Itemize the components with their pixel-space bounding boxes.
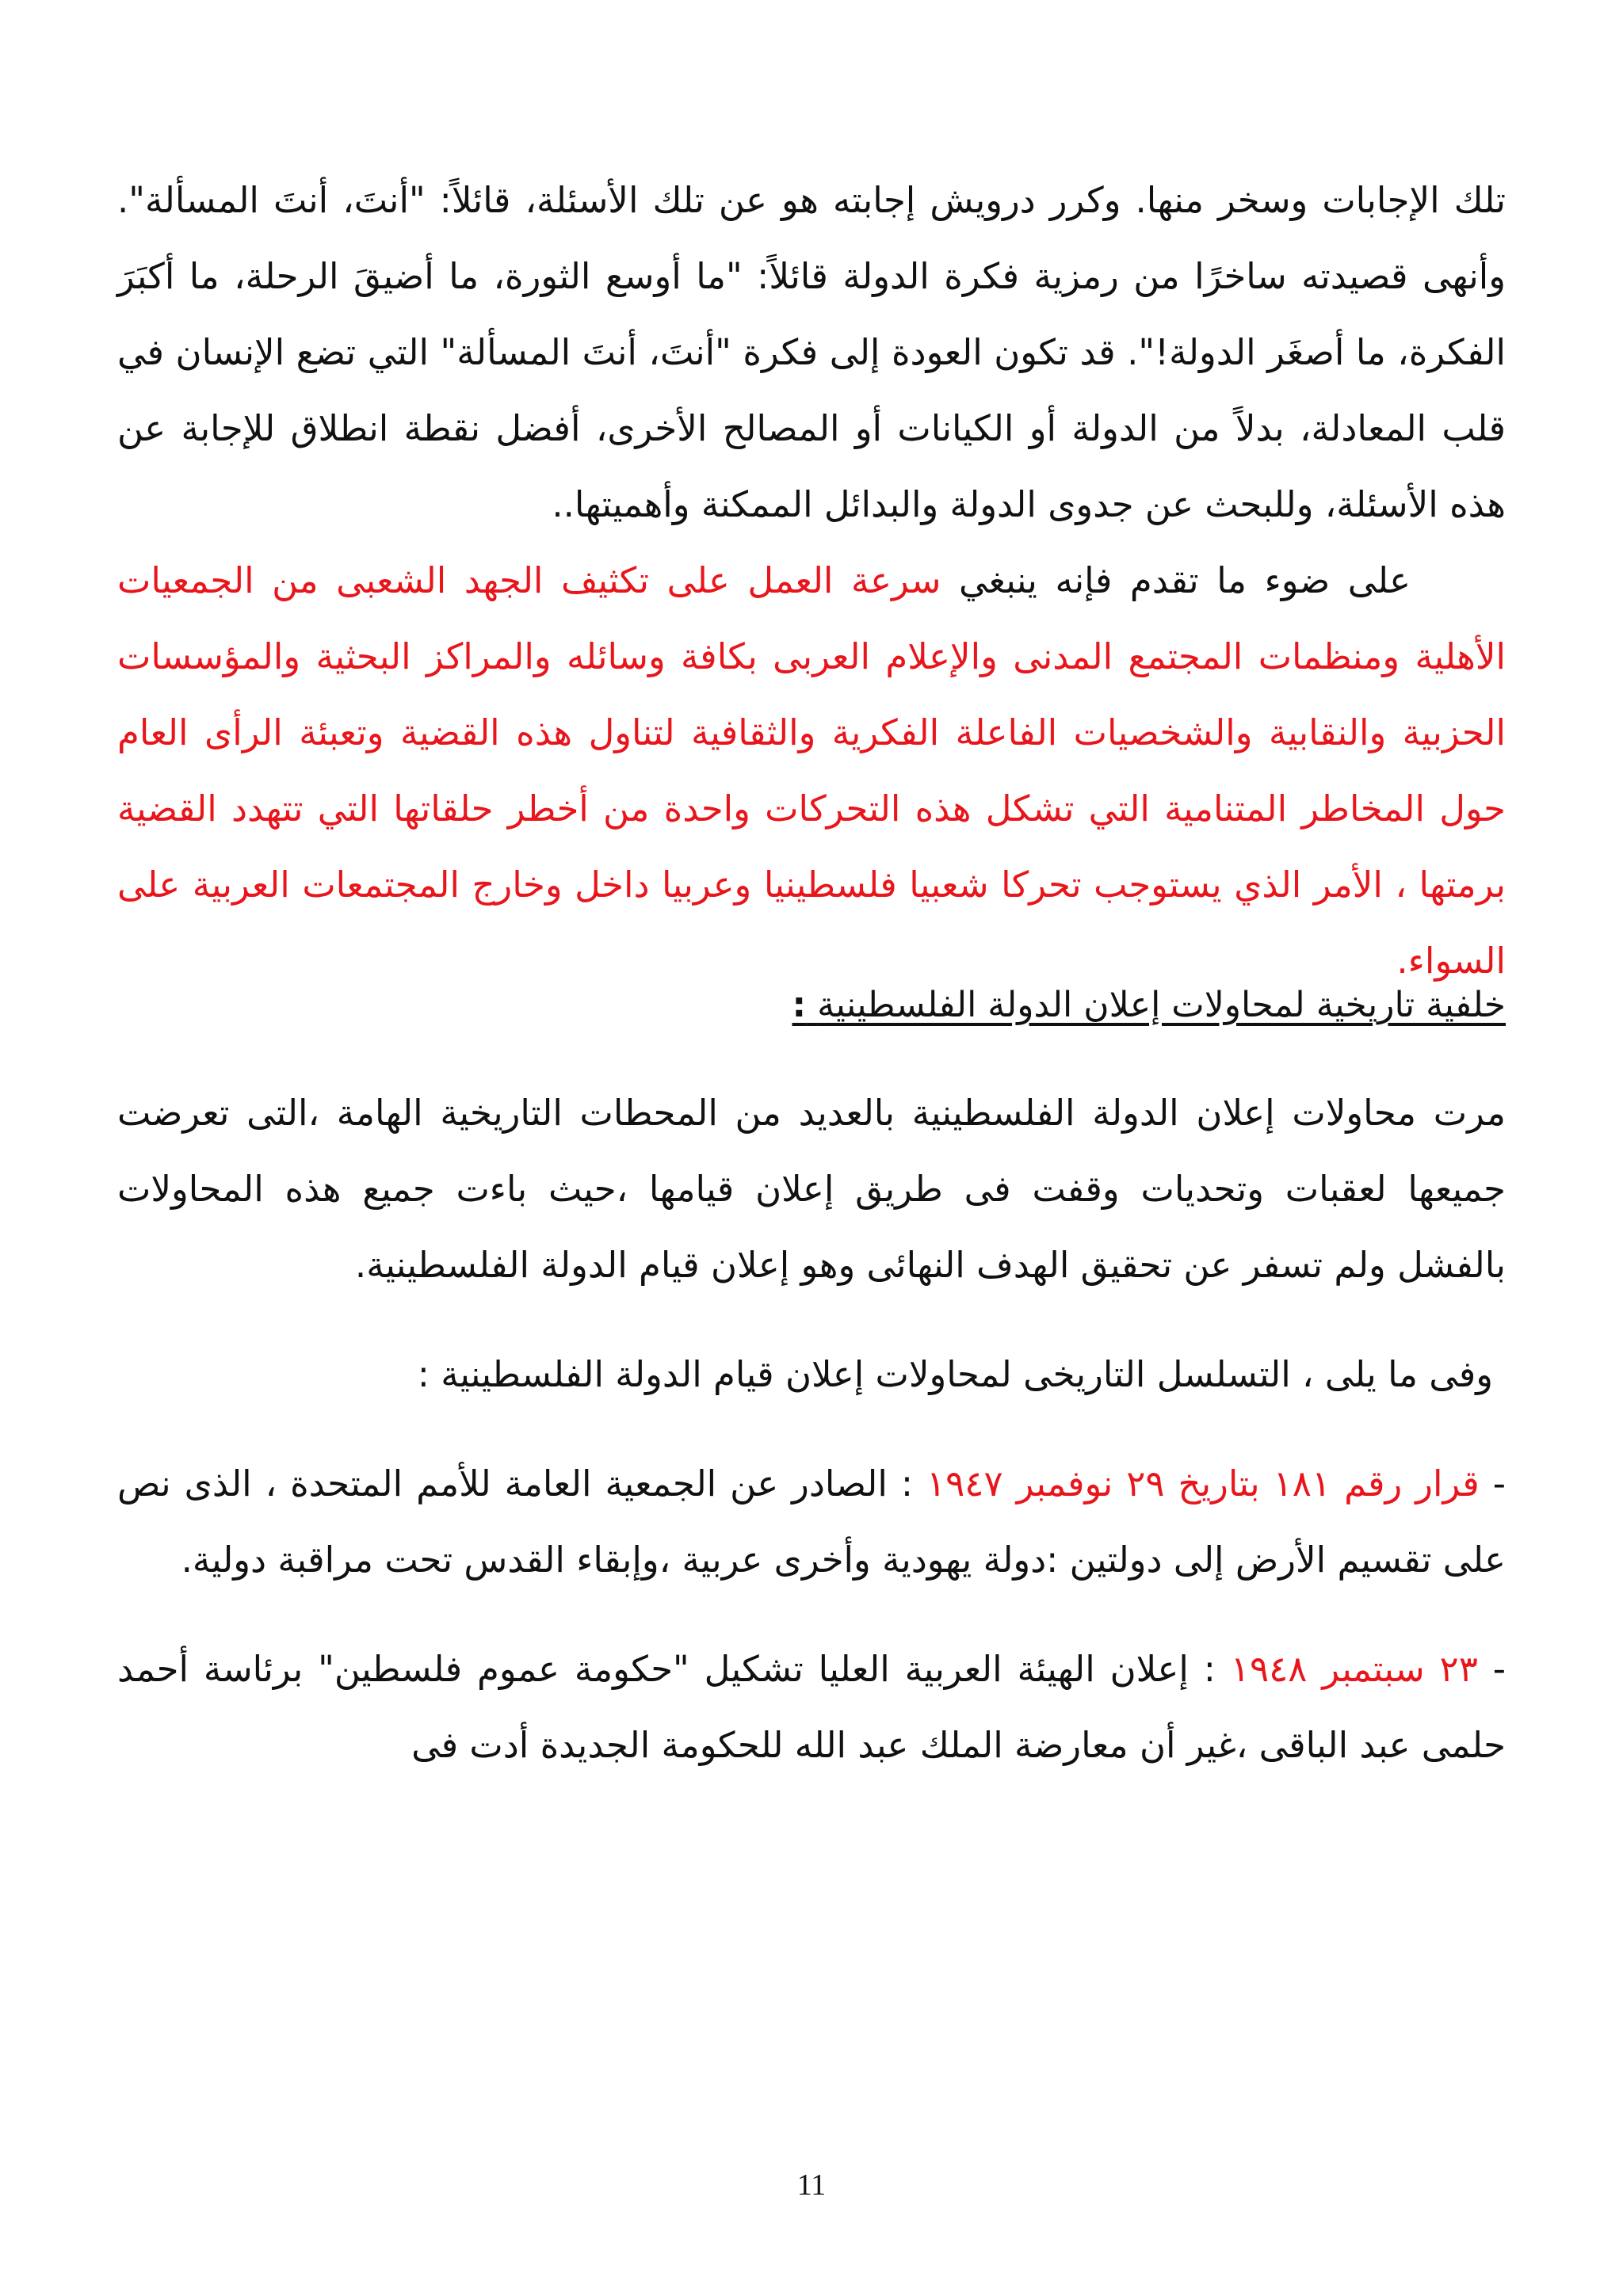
- section-heading-text: خلفية تاريخية لمحاولات إعلان الدولة الفلسطينية: [817, 985, 1506, 1025]
- call-highlight-text: سرعة العمل على تكثيف الجهد الشعبى من الجمعيات الأهلية ومنظمات المجتمع المدنى والإعلام العربى بكافة وسائله والمراكز البحثية والمؤسسات الحزبية والنقابية والشخصيات الفاعلة الفكرية والثقافية لتناول هذه القضية وتعبئة الرأى العام حول المخاطر المتنامية التي تشكل هذه التحركات واحدة من أخطر حلقاتها التي تتهدد القضية برمتها ، الأمر الذي يستوجب تحركا شعبيا فلسطينيا وعربيا داخل وخارج المجتمعات العربية على السواء.: [117, 559, 1506, 982]
- list-item-resolution-181: [117, 1446, 1506, 1598]
- spacer: [117, 1303, 1506, 1337]
- paragraph-intro: وفى ما يلى ، التسلسل التاريخى لمحاولات إعلان قيام الدولة الفلسطينية :: [417, 1353, 1493, 1395]
- list-item-date: قرار رقم ١٨١ بتاريخ ٢٩ نوفمبر ١٩٤٧: [926, 1463, 1480, 1505]
- list-item-text: : إعلان الهيئة العربية العليا تشكيل "حكومة عموم فلسطين" برئاسة أحمد حلمى عبد الباقى ،غير أن معارضة الملك عبد الله للحكومة الجديدة أدت فى: [117, 1648, 1506, 1766]
- spacer: [117, 1413, 1506, 1446]
- call-intro-text: على ضوء ما تقدم فإنه ينبغي: [941, 559, 1411, 601]
- page-number: 11: [796, 2168, 827, 2202]
- document-body: [117, 162, 1506, 1783]
- list-dash: -: [1477, 1648, 1506, 1690]
- paragraph-call-to-action: [117, 543, 1506, 999]
- spacer: [117, 1028, 1506, 1075]
- section-heading: [117, 983, 1506, 1028]
- paragraph-history: مرت محاولات إعلان الدولة الفلسطينية بالعديد من المحطات التاريخية الهامة ،التى تعرضت جميعها لعقبات وتحديات وقفت فى طريق إعلان قيامها ،حيث باءت جميع هذه المحاولات بالفشل ولم تسفر عن تحقيق الهدف النهائى وهو إعلان قيام الدولة الفلسطينية.: [117, 1092, 1506, 1286]
- list-item-text: : الصادر عن الجمعية العامة للأمم المتحدة ، الذى نص على تقسيم الأرض إلى دولتين :دولة يهودية وأخرى عربية ،وإبقاء القدس تحت مراقبة دولية.: [117, 1463, 1506, 1581]
- paragraph-darwish: تلك الإجابات وسخر منها. وكرر درويش إجابته هو عن تلك الأسئلة، قائلاً: "أنتَ، أنتَ المسألة". وأنهى قصيدته ساخرًا من رمزية فكرة الدولة قائلاً: "ما أوسع الثورة، ما أضيقَ الرحلة، ما أكبَرَ الفكرة، ما أصغَر الدولة!". قد تكون العودة إلى فكرة "أنتَ، أنتَ المسألة" التي تضع الإنسان في قلب المعادلة، بدلاً من الدولة أو الكيانات أو المصالح الأخرى، أفضل نقطة انطلاق للإجابة عن هذه الأسئلة، وللبحث عن جدوى الدولة والبدائل الممكنة وأهميتها..: [117, 179, 1506, 525]
- list-item-all-palestine-government: [117, 1631, 1506, 1783]
- spacer: [117, 1598, 1506, 1631]
- list-item-date: ٢٣ سبتمبر ١٩٤٨: [1230, 1648, 1478, 1690]
- list-dash: -: [1479, 1463, 1507, 1505]
- section-heading-colon: :: [792, 985, 807, 1025]
